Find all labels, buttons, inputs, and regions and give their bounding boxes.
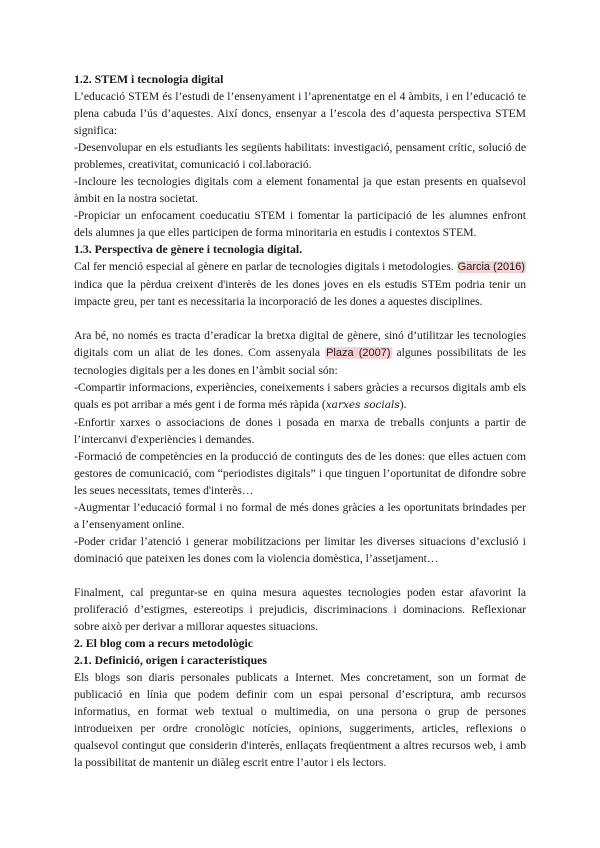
section-heading-gender: 1.3. Perspectiva de gènere i tecnologia digital. [74, 242, 303, 256]
gender-b1-text-a: -Compartir informacions, experiències, coneixements i sabers gràcies a recursos digitals amb els quals es pot arribar a més gent i de forma més ràpida ( [74, 381, 526, 411]
paragraph-gap [74, 567, 526, 584]
stem-bullet-coeducation: -Propiciar un enfocament coeducatiu STEM i fomentar la participació de les alumnes enfront dels alumnes ja que elles participen de forma minoritaria en estudis i contextos STEM. [74, 209, 526, 239]
gender-b1-text-b: ). [399, 398, 407, 411]
gender-paragraph-1 [74, 258, 526, 310]
gender-paragraph-final: Finalment, cal preguntar-se en quina mesura aquestes tecnologies poden estar afavorint la proliferació d’estigmes, estereotips i prejudicis, discriminacions i dominacions. Reflexionar sobre això per derivar a millorar aquestes situacions. [74, 586, 526, 633]
gender-p2-text-b: algunes possibilitats de les tecnologies digitals per a les dones en l’àmbit social són: [74, 346, 526, 377]
definition-paragraph: Els blogs son diaris personales publicats a Internet. Mes concretament, son un format de publicació en línia que podem definir com un espai personal d’escriptura, amb recursos informatius, en format web textual o multimedia, on una persona o grup de persones introdueixen per ordre cronològic notícies, opinions, suggeriments, articles, reflexions o qualsevol contingut que considerin d'interès, enllaçats freqüentment a altres recursos web, i amb la possibilitat de mantenir un diàleg escrit entre l’autor i els lectors. [74, 671, 526, 769]
section-heading-stem: 1.2. STEM i tecnologia digital [74, 72, 224, 86]
stem-bullet-digital: -Incloure les tecnologies digitals com a element fonamental ja que estan presents en qualsevol àmbit en la nostra societat. [74, 175, 526, 205]
gender-bullet-share [74, 379, 526, 414]
gender-paragraph-2 [74, 327, 526, 379]
section-heading-definition: 2.1. Definició, origen i característiques [74, 653, 267, 667]
gender-b1-italic: xarxes socials [325, 399, 400, 411]
gender-p2-text-a: Ara bé, no només es tracta d’eradicar la bretxa digital de gènere, sinó d’utilitzar les tecnologies digitals com un aliat de les dones. Com assenyala [74, 329, 526, 359]
gender-bullet-competences: -Formació de competències en la producció de continguts des de les dones: que elles actuen com gestores de comunicació, com “periodistes digitals” i que tinguen l’oportunitat de difondre sobre les seues necessitats, temes d'interès… [74, 450, 526, 497]
stem-bullet-skills: -Desenvolupar en els estudiants les següents habilitats: investigació, pensament crític, solució de problemes, creativitat, comunicació i col.laboració. [74, 141, 526, 171]
document-page [74, 71, 526, 771]
citation-plaza[interactable]: Plaza (2007) [326, 347, 391, 359]
gender-p1-text-a: Cal fer menció especial al gènere en parlar de tecnologies digitals i metodologies. [74, 260, 454, 273]
gender-p1-text-b: indica que la pèrdua creixent d'interès de les dones joves en els estudis STEm podria tenir un impacte greu, per tant es necessitaria la incorporació de les dones a aquestes disciplines. [74, 278, 526, 308]
stem-intro-paragraph: L’educació STEM és l’estudi de l’ensenyament i l’aprenentatge en el 4 àmbits, i en l’educació te plena cabuda l’ús d’aquestes. Així doncs, ensenyar a l’escola des d’aquesta perspectiva STEM significa: [74, 90, 526, 137]
gender-bullet-mobilization: -Poder cridar l’atenció i generar mobilitzacions per limitar les diverses situacions d’exclusió i dominació que pateixen les dones com la violencia domèstica, l’assetjament… [74, 535, 526, 565]
gender-bullet-networks: -Enfortir xarxes o associacions de dones i posada en marxa de treballs conjunts a partir de l’intercanvi d'experiències i demandes. [74, 416, 526, 446]
section-heading-blog: 2. El blog com a recurs metodològic [74, 636, 254, 650]
paragraph-gap [74, 310, 526, 327]
gender-bullet-education: -Augmentar l’educació formal i no formal de més dones gràcies a les oportunitats brindades per a l’ensenyament online. [74, 501, 526, 531]
citation-garcia[interactable]: Garcia (2016) [457, 261, 525, 273]
